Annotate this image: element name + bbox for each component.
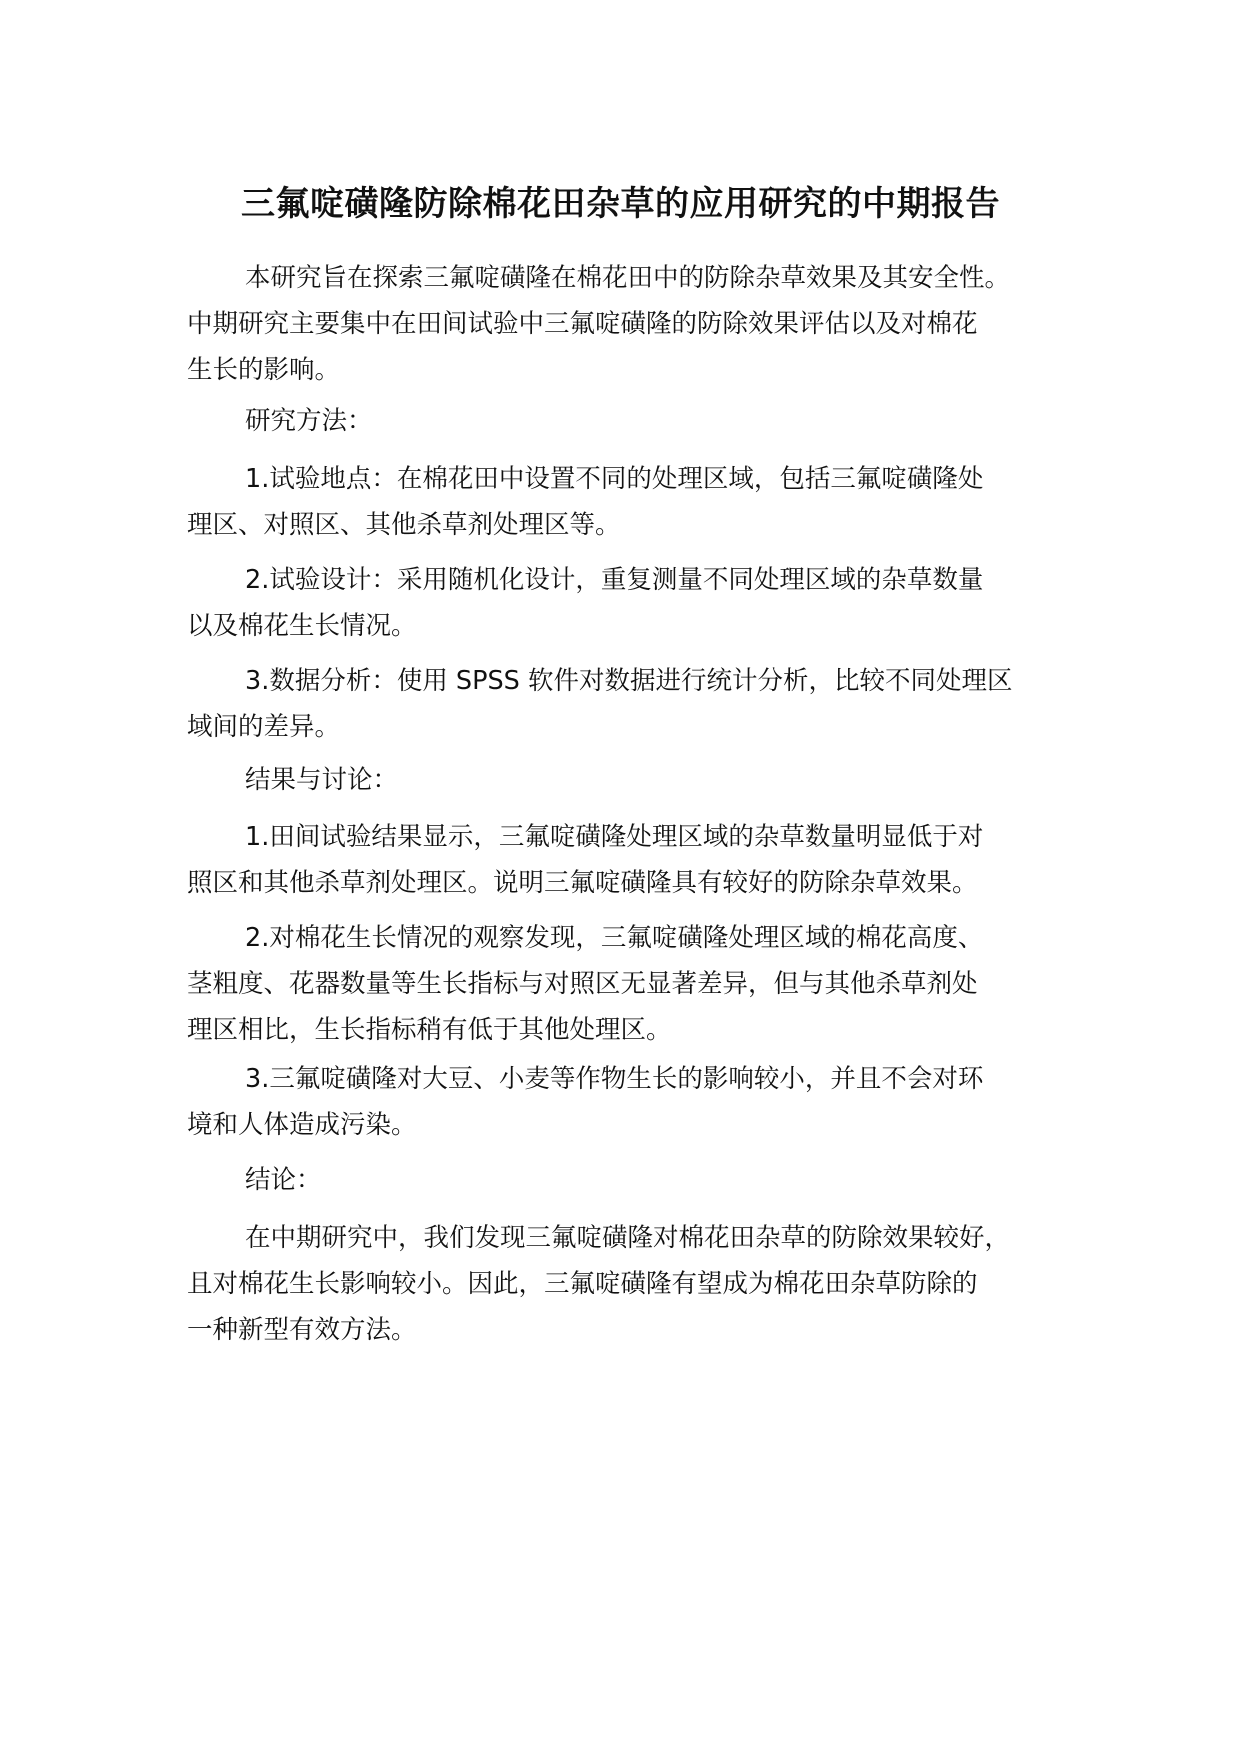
text-line: 研究方法： [245,406,373,436]
section-heading-methods [187,398,1087,444]
intro-paragraph [187,255,1087,393]
text-line: 且对棉花生长影响较小。因此，三氟啶磺隆有望成为棉花田杂草防除的 [187,1269,978,1299]
section-heading-results [187,757,1087,803]
text-line: 生长的影响。 [187,355,341,385]
text-line: 3.数据分析：使用 SPSS 软件对数据进行统计分析，比较不同处理区 [245,666,1013,696]
text-line: 2.对棉花生长情况的观察发现，三氟啶磺隆处理区域的棉花高度、 [245,923,984,953]
text-line: 照区和其他杀草剂处理区。说明三氟啶磺隆具有较好的防除杂草效果。 [187,868,978,898]
text-line: 理区相比，生长指标稍有低于其他处理区。 [187,1015,672,1045]
text-line: 3.三氟啶磺隆对大豆、小麦等作物生长的影响较小，并且不会对环 [245,1064,984,1094]
text-line: 茎粗度、花器数量等生长指标与对照区无显著差异，但与其他杀草剂处 [187,969,978,999]
conclusion-paragraph [187,1215,1087,1353]
text-line: 理区、对照区、其他杀草剂处理区等。 [187,510,621,540]
results-item-3 [187,1056,1087,1148]
text-line: 境和人体造成污染。 [187,1110,417,1140]
results-item-2 [187,915,1087,1053]
section-heading-conclusion [187,1157,1087,1203]
text-line: 以及棉花生长情况。 [187,611,417,641]
methods-item-3 [187,658,1087,750]
text-line: 1.田间试验结果显示，三氟啶磺隆处理区域的杂草数量明显低于对 [245,822,984,852]
document-title: 三氟啶磺隆防除棉花田杂草的应用研究的中期报告 [241,184,1000,224]
text-line: 一种新型有效方法。 [187,1315,417,1345]
text-line: 域间的差异。 [187,712,341,742]
methods-item-2 [187,557,1087,649]
text-line: 1.试验地点：在棉花田中设置不同的处理区域，包括三氟啶磺隆处 [245,464,984,494]
text-line: 结论： [245,1165,322,1195]
methods-item-1 [187,456,1087,548]
text-line: 中期研究主要集中在田间试验中三氟啶磺隆的防除效果评估以及对棉花 [187,309,978,339]
text-line: 2.试验设计：采用随机化设计，重复测量不同处理区域的杂草数量 [245,565,984,595]
text-line: 结果与讨论： [245,765,399,795]
text-line: 本研究旨在探索三氟啶磺隆在棉花田中的防除杂草效果及其安全性。 [245,263,1011,293]
results-item-1 [187,814,1087,906]
text-line: 在中期研究中，我们发现三氟啶磺隆对棉花田杂草的防除效果较好， [245,1223,1011,1253]
